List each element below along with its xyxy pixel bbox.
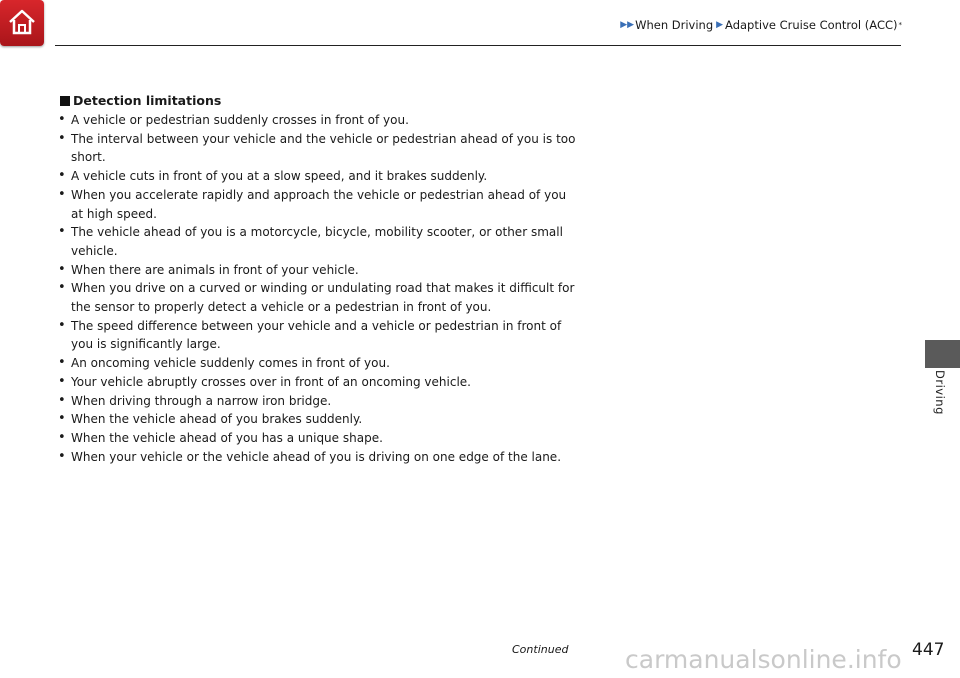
list-item: • A vehicle or pedestrian suddenly crosses in front of you. xyxy=(57,111,577,130)
list-item: • The interval between your vehicle and the vehicle or pedestrian ahead of you is too short. xyxy=(57,130,577,167)
watermark: carmanualsonline.info xyxy=(625,645,902,674)
breadcrumb-acc-link[interactable]: Adaptive Cruise Control (ACC) xyxy=(725,18,898,32)
continued-label: Continued xyxy=(512,643,569,656)
breadcrumb xyxy=(620,18,902,32)
page-number: 447 xyxy=(912,640,945,660)
side-tab-driving[interactable] xyxy=(925,340,960,368)
list-item: • When your vehicle or the vehicle ahead of you is driving on one edge of the lane. xyxy=(57,448,577,467)
list-item: • When you drive on a curved or winding or undulating road that makes it difficult for the sensor to properly detect a vehicle or a pedestrian in front of you. xyxy=(57,279,577,316)
list-item: • The speed difference between your vehicle and a vehicle or pedestrian in front of you is significantly large. xyxy=(57,317,577,354)
list-item: • The vehicle ahead of you is a motorcycle, bicycle, mobility scooter, or other small vehicle. xyxy=(57,223,577,260)
home-button[interactable] xyxy=(0,0,44,46)
breadcrumb-separator-icon: ▶ xyxy=(716,20,724,30)
list-item: • An oncoming vehicle suddenly comes in front of you. xyxy=(57,354,577,373)
list-item: • When the vehicle ahead of you brakes suddenly. xyxy=(57,410,577,429)
breadcrumb-asterisk: * xyxy=(898,21,902,29)
home-icon xyxy=(6,6,38,38)
list-item: • Your vehicle abruptly crosses over in front of an oncoming vehicle. xyxy=(57,373,577,392)
section-heading xyxy=(60,93,221,108)
limitations-list xyxy=(57,111,577,466)
list-item: • When you accelerate rapidly and approach the vehicle or pedestrian ahead of you at high speed. xyxy=(57,186,577,223)
side-tab-label: Driving xyxy=(933,370,947,415)
list-item: • When there are animals in front of your vehicle. xyxy=(57,261,577,280)
list-item: • A vehicle cuts in front of you at a slow speed, and it brakes suddenly. xyxy=(57,167,577,186)
list-item: • When the vehicle ahead of you has a unique shape. xyxy=(57,429,577,448)
list-item: • When driving through a narrow iron bridge. xyxy=(57,392,577,411)
breadcrumb-arrow-icon: ▶▶ xyxy=(620,20,635,30)
breadcrumb-when-driving-link[interactable]: When Driving xyxy=(635,18,714,32)
square-icon xyxy=(60,96,70,106)
header-divider xyxy=(55,45,901,46)
section-title: Detection limitations xyxy=(73,93,222,108)
